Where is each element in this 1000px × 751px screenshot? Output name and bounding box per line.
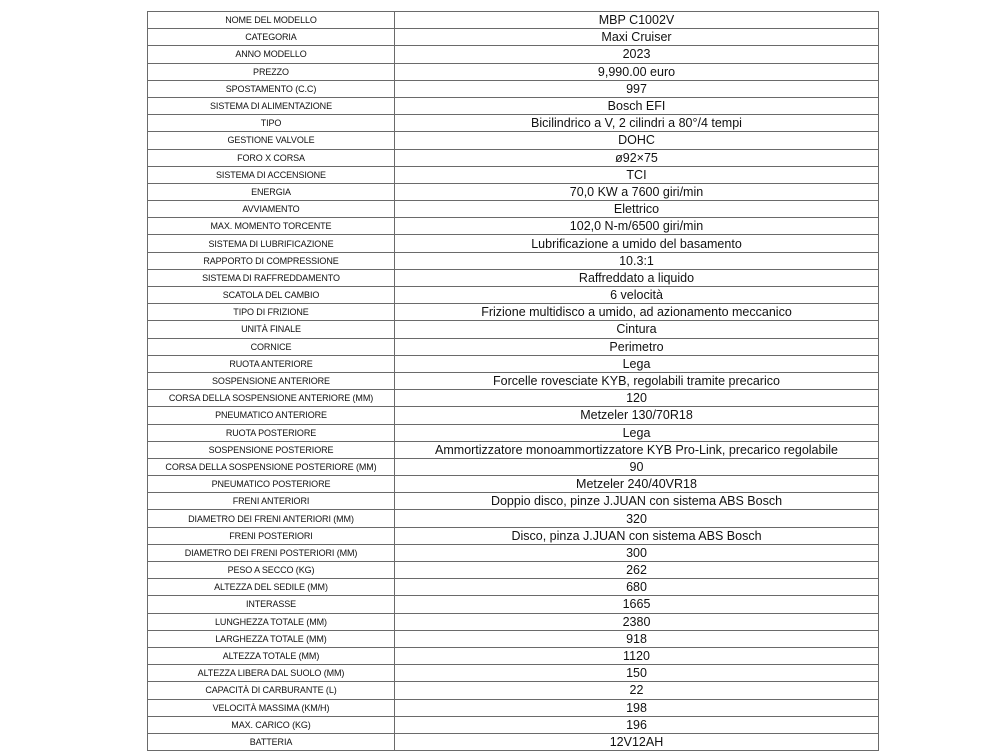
spec-value: Disco, pinza J.JUAN con sistema ABS Bosch [395,527,879,544]
spec-label: FORO X CORSA [148,149,395,166]
spec-value: Bosch EFI [395,97,879,114]
spec-label: PREZZO [148,63,395,80]
table-row [148,46,879,63]
table-row [148,372,879,389]
table-row [148,287,879,304]
spec-label: AVVIAMENTO [148,201,395,218]
spec-value: Lega [395,355,879,372]
spec-value: Forcelle rovesciate KYB, regolabili tramite precarico [395,372,879,389]
table-row [148,304,879,321]
table-row [148,458,879,475]
spec-value: 102,0 N-m/6500 giri/min [395,218,879,235]
spec-value: 300 [395,544,879,561]
spec-table [147,11,879,751]
spec-label: VELOCITÀ MASSIMA (KM/H) [148,699,395,716]
table-row [148,115,879,132]
table-row [148,390,879,407]
table-row [148,29,879,46]
table-row [148,235,879,252]
table-row [148,149,879,166]
spec-label: TIPO DI FRIZIONE [148,304,395,321]
spec-value: DOHC [395,132,879,149]
spec-label: FRENI POSTERIORI [148,527,395,544]
table-row [148,665,879,682]
spec-label: SISTEMA DI ACCENSIONE [148,166,395,183]
spec-value: 10.3:1 [395,252,879,269]
table-row [148,476,879,493]
table-row [148,493,879,510]
table-row [148,699,879,716]
table-row [148,424,879,441]
spec-label: CATEGORIA [148,29,395,46]
table-row [148,441,879,458]
spec-value: 90 [395,458,879,475]
spec-value: 918 [395,630,879,647]
spec-label: CORSA DELLA SOSPENSIONE ANTERIORE (MM) [148,390,395,407]
table-row [148,544,879,561]
spec-value: 150 [395,665,879,682]
table-row [148,596,879,613]
spec-label: LUNGHEZZA TOTALE (MM) [148,613,395,630]
table-row [148,407,879,424]
table-row [148,218,879,235]
spec-label: PNEUMATICO ANTERIORE [148,407,395,424]
spec-label: MAX. CARICO (KG) [148,716,395,733]
spec-label: ALTEZZA TOTALE (MM) [148,647,395,664]
spec-value: 198 [395,699,879,716]
table-row [148,630,879,647]
spec-value: 320 [395,510,879,527]
spec-label: TIPO [148,115,395,132]
table-row [148,510,879,527]
spec-value: 70,0 KW a 7600 giri/min [395,183,879,200]
spec-label: PNEUMATICO POSTERIORE [148,476,395,493]
spec-label: RAPPORTO DI COMPRESSIONE [148,252,395,269]
table-row [148,201,879,218]
spec-value: 262 [395,562,879,579]
spec-label: CORSA DELLA SOSPENSIONE POSTERIORE (MM) [148,458,395,475]
spec-value: 997 [395,80,879,97]
spec-label: PESO A SECCO (KG) [148,562,395,579]
spec-value: 2380 [395,613,879,630]
spec-value: Lubrificazione a umido del basamento [395,235,879,252]
spec-value: 120 [395,390,879,407]
spec-label: ANNO MODELLO [148,46,395,63]
spec-label: INTERASSE [148,596,395,613]
table-row [148,12,879,29]
spec-value: Perimetro [395,338,879,355]
table-row [148,355,879,372]
table-row [148,562,879,579]
spec-value: ø92×75 [395,149,879,166]
spec-table-body [148,12,879,751]
spec-label: SPOSTAMENTO (C.C) [148,80,395,97]
table-row [148,97,879,114]
spec-value: 6 velocità [395,287,879,304]
spec-label: FRENI ANTERIORI [148,493,395,510]
spec-value: Metzeler 130/70R18 [395,407,879,424]
spec-label: UNITÀ FINALE [148,321,395,338]
table-row [148,579,879,596]
spec-value: 1120 [395,647,879,664]
spec-label: CORNICE [148,338,395,355]
spec-label: SISTEMA DI LUBRIFICAZIONE [148,235,395,252]
spec-value: 9,990.00 euro [395,63,879,80]
spec-label: SOSPENSIONE ANTERIORE [148,372,395,389]
spec-label: GESTIONE VALVOLE [148,132,395,149]
spec-value: Maxi Cruiser [395,29,879,46]
spec-label: BATTERIA [148,733,395,750]
spec-label: SISTEMA DI ALIMENTAZIONE [148,97,395,114]
spec-value: TCI [395,166,879,183]
spec-label: NOME DEL MODELLO [148,12,395,29]
table-row [148,733,879,750]
spec-value: 12V12AH [395,733,879,750]
spec-label: LARGHEZZA TOTALE (MM) [148,630,395,647]
spec-label: DIAMETRO DEI FRENI POSTERIORI (MM) [148,544,395,561]
spec-value: 2023 [395,46,879,63]
table-row [148,80,879,97]
spec-value: Ammortizzatore monoammortizzatore KYB Pro-Link, precarico regolabile [395,441,879,458]
table-row [148,338,879,355]
spec-label: DIAMETRO DEI FRENI ANTERIORI (MM) [148,510,395,527]
spec-value: 22 [395,682,879,699]
spec-value: MBP C1002V [395,12,879,29]
table-row [148,682,879,699]
spec-label: RUOTA POSTERIORE [148,424,395,441]
spec-label: ALTEZZA LIBERA DAL SUOLO (MM) [148,665,395,682]
table-row [148,321,879,338]
spec-value: Elettrico [395,201,879,218]
spec-label: SISTEMA DI RAFFREDDAMENTO [148,269,395,286]
table-row [148,527,879,544]
table-row [148,716,879,733]
spec-value: Frizione multidisco a umido, ad azionamento meccanico [395,304,879,321]
table-row [148,252,879,269]
spec-value: Doppio disco, pinze J.JUAN con sistema ABS Bosch [395,493,879,510]
spec-label: RUOTA ANTERIORE [148,355,395,372]
table-row [148,132,879,149]
table-row [148,269,879,286]
spec-value: Lega [395,424,879,441]
spec-label: SCATOLA DEL CAMBIO [148,287,395,304]
spec-value: 680 [395,579,879,596]
spec-value: Raffreddato a liquido [395,269,879,286]
table-row [148,63,879,80]
spec-label: CAPACITÀ DI CARBURANTE (L) [148,682,395,699]
table-row [148,647,879,664]
spec-value: Metzeler 240/40VR18 [395,476,879,493]
spec-label: ENERGIA [148,183,395,200]
spec-value: Cintura [395,321,879,338]
spec-value: Bicilindrico a V, 2 cilindri a 80°/4 tempi [395,115,879,132]
table-row [148,183,879,200]
spec-label: SOSPENSIONE POSTERIORE [148,441,395,458]
table-row [148,166,879,183]
spec-label: ALTEZZA DEL SEDILE (MM) [148,579,395,596]
spec-label: MAX. MOMENTO TORCENTE [148,218,395,235]
spec-value: 196 [395,716,879,733]
table-row [148,613,879,630]
spec-value: 1665 [395,596,879,613]
